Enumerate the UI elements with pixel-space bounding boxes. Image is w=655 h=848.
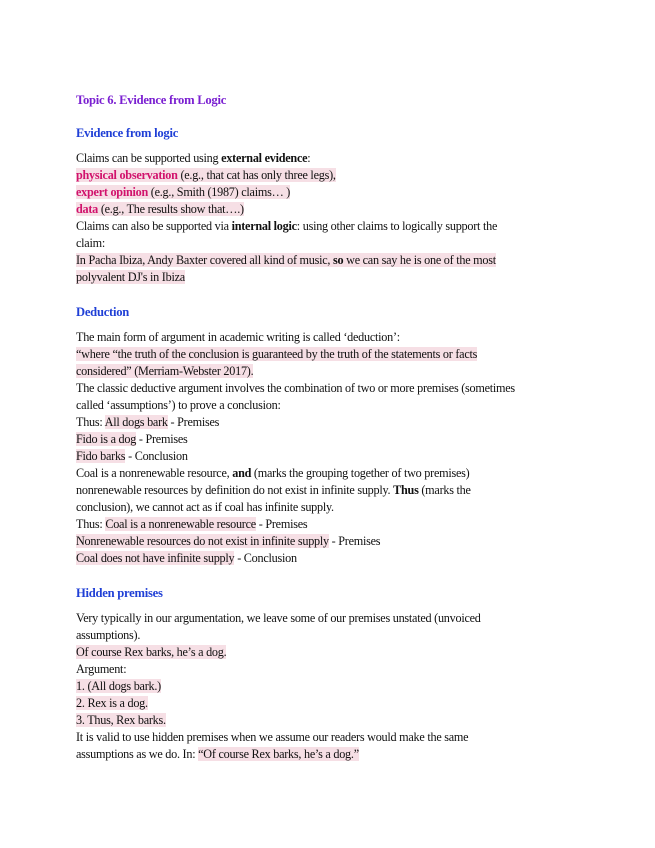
text: 3. Thus, Rex barks.: [76, 713, 166, 727]
expert-opinion-line: [76, 184, 576, 201]
definition-quote-2: [76, 363, 576, 380]
text: Fido barks: [76, 449, 126, 463]
text: “Of course Rex barks, he’s a dog.”: [198, 747, 359, 761]
hidden-premises-intro-2: assumptions).: [76, 628, 141, 642]
data-line: [76, 201, 576, 218]
text: considered” (Merriam-Webster 2017).: [76, 364, 254, 378]
text: (marks the: [418, 483, 471, 497]
text: Thus:: [76, 517, 106, 531]
conclusion-fido-barks: [76, 448, 576, 465]
coal-line-2: [76, 482, 576, 499]
text: Of course Rex barks, he’s a dog.: [76, 645, 227, 659]
internal-logic-line: [76, 218, 576, 235]
text: polyvalent DJ's in Ibiza: [76, 270, 185, 284]
argument-label: Argument:: [76, 662, 127, 676]
internal-logic-line-2: claim:: [76, 236, 105, 250]
text: Coal does not have infinite supply: [76, 551, 235, 565]
rex-example: [76, 644, 576, 661]
text: Claims can also be supported via: [76, 219, 232, 233]
text: (e.g., that cat has only three legs),: [177, 168, 336, 182]
text: - Premises: [255, 517, 308, 531]
heading-deduction: Deduction: [76, 305, 130, 319]
text: - Premises: [136, 432, 188, 446]
coal-line-1: [76, 465, 576, 482]
term-physical-observation: physical observation: [76, 168, 178, 182]
premise-coal-nonrenewable: [76, 516, 576, 533]
physical-observation-line: [76, 167, 576, 184]
text: assumptions as we do. In:: [76, 747, 199, 761]
argument-step-2: [76, 695, 576, 712]
premise-fido-is-a-dog: [76, 431, 576, 448]
text: In Pacha Ibiza, Andy Baxter covered all kind of music,: [76, 253, 333, 267]
heading-evidence-from-logic: Evidence from logic: [76, 126, 179, 140]
text: - Premises: [167, 415, 220, 429]
premise-all-dogs-bark: [76, 414, 576, 431]
deduction-intro: The main form of argument in academic writing is called ‘deduction’:: [76, 330, 400, 344]
bold-thus: Thus: [393, 483, 419, 497]
text: “where “the truth of the conclusion is guaranteed by the truth of the statements or facts: [76, 347, 478, 361]
text: Nonrenewable resources do not exist in infinite supply: [76, 534, 329, 548]
conclusion-coal-supply: [76, 550, 576, 567]
text: nonrenewable resources by definition do not exist in infinite supply.: [76, 483, 394, 497]
claims-intro: [76, 150, 576, 167]
text: Coal is a nonrenewable resource,: [76, 466, 233, 480]
text: 1. (All dogs bark.): [76, 679, 161, 693]
hidden-premises-intro-1: Very typically in our argumentation, we leave some of our premises unstated (unvoiced: [76, 611, 481, 625]
text: (e.g., The results show that….): [98, 202, 244, 216]
premise-nonrenewable-supply: [76, 533, 576, 550]
text: 2. Rex is a dog.: [76, 696, 148, 710]
argument-step-3: [76, 712, 576, 729]
classic-argument-2: called ‘assumptions’) to prove a conclusion:: [76, 398, 281, 412]
text: Thus:: [76, 415, 105, 429]
text: : using other claims to logically support the: [296, 219, 498, 233]
argument-step-1: [76, 678, 576, 695]
text: Fido is a dog: [76, 432, 137, 446]
text: All dogs bark: [104, 415, 168, 429]
validity-line-2: [76, 746, 576, 763]
document-page: [76, 92, 576, 763]
example-line-1: [76, 252, 576, 269]
text: - Premises: [328, 534, 381, 548]
bold-internal-logic: internal logic: [231, 219, 297, 233]
term-data: data: [76, 202, 99, 216]
example-line-2: [76, 269, 576, 286]
text: Coal is a nonrenewable resource: [105, 517, 256, 531]
bold-and: and: [232, 466, 252, 480]
bold-external-evidence: external evidence: [221, 151, 308, 165]
coal-line-3: conclusion), we cannot act as if coal has infinite supply.: [76, 500, 334, 514]
text: we can say he is one of the most: [343, 253, 496, 267]
text: - Conclusion: [125, 449, 188, 463]
topic-title: Topic 6. Evidence from Logic: [76, 93, 227, 107]
bold-so: so: [333, 253, 344, 267]
text: - Conclusion: [234, 551, 297, 565]
text: :: [307, 151, 311, 165]
validity-line-1: It is valid to use hidden premises when we assume our readers would make the same: [76, 730, 469, 744]
heading-hidden-premises: Hidden premises: [76, 586, 163, 600]
text: (e.g., Smith (1987) claims… ): [148, 185, 291, 199]
term-expert-opinion: expert opinion: [76, 185, 148, 199]
classic-argument-1: The classic deductive argument involves the combination of two or more premises (sometimes: [76, 381, 515, 395]
text: Claims can be supported using: [76, 151, 222, 165]
definition-quote-1: [76, 346, 576, 363]
text: (marks the grouping together of two premises): [251, 466, 470, 480]
